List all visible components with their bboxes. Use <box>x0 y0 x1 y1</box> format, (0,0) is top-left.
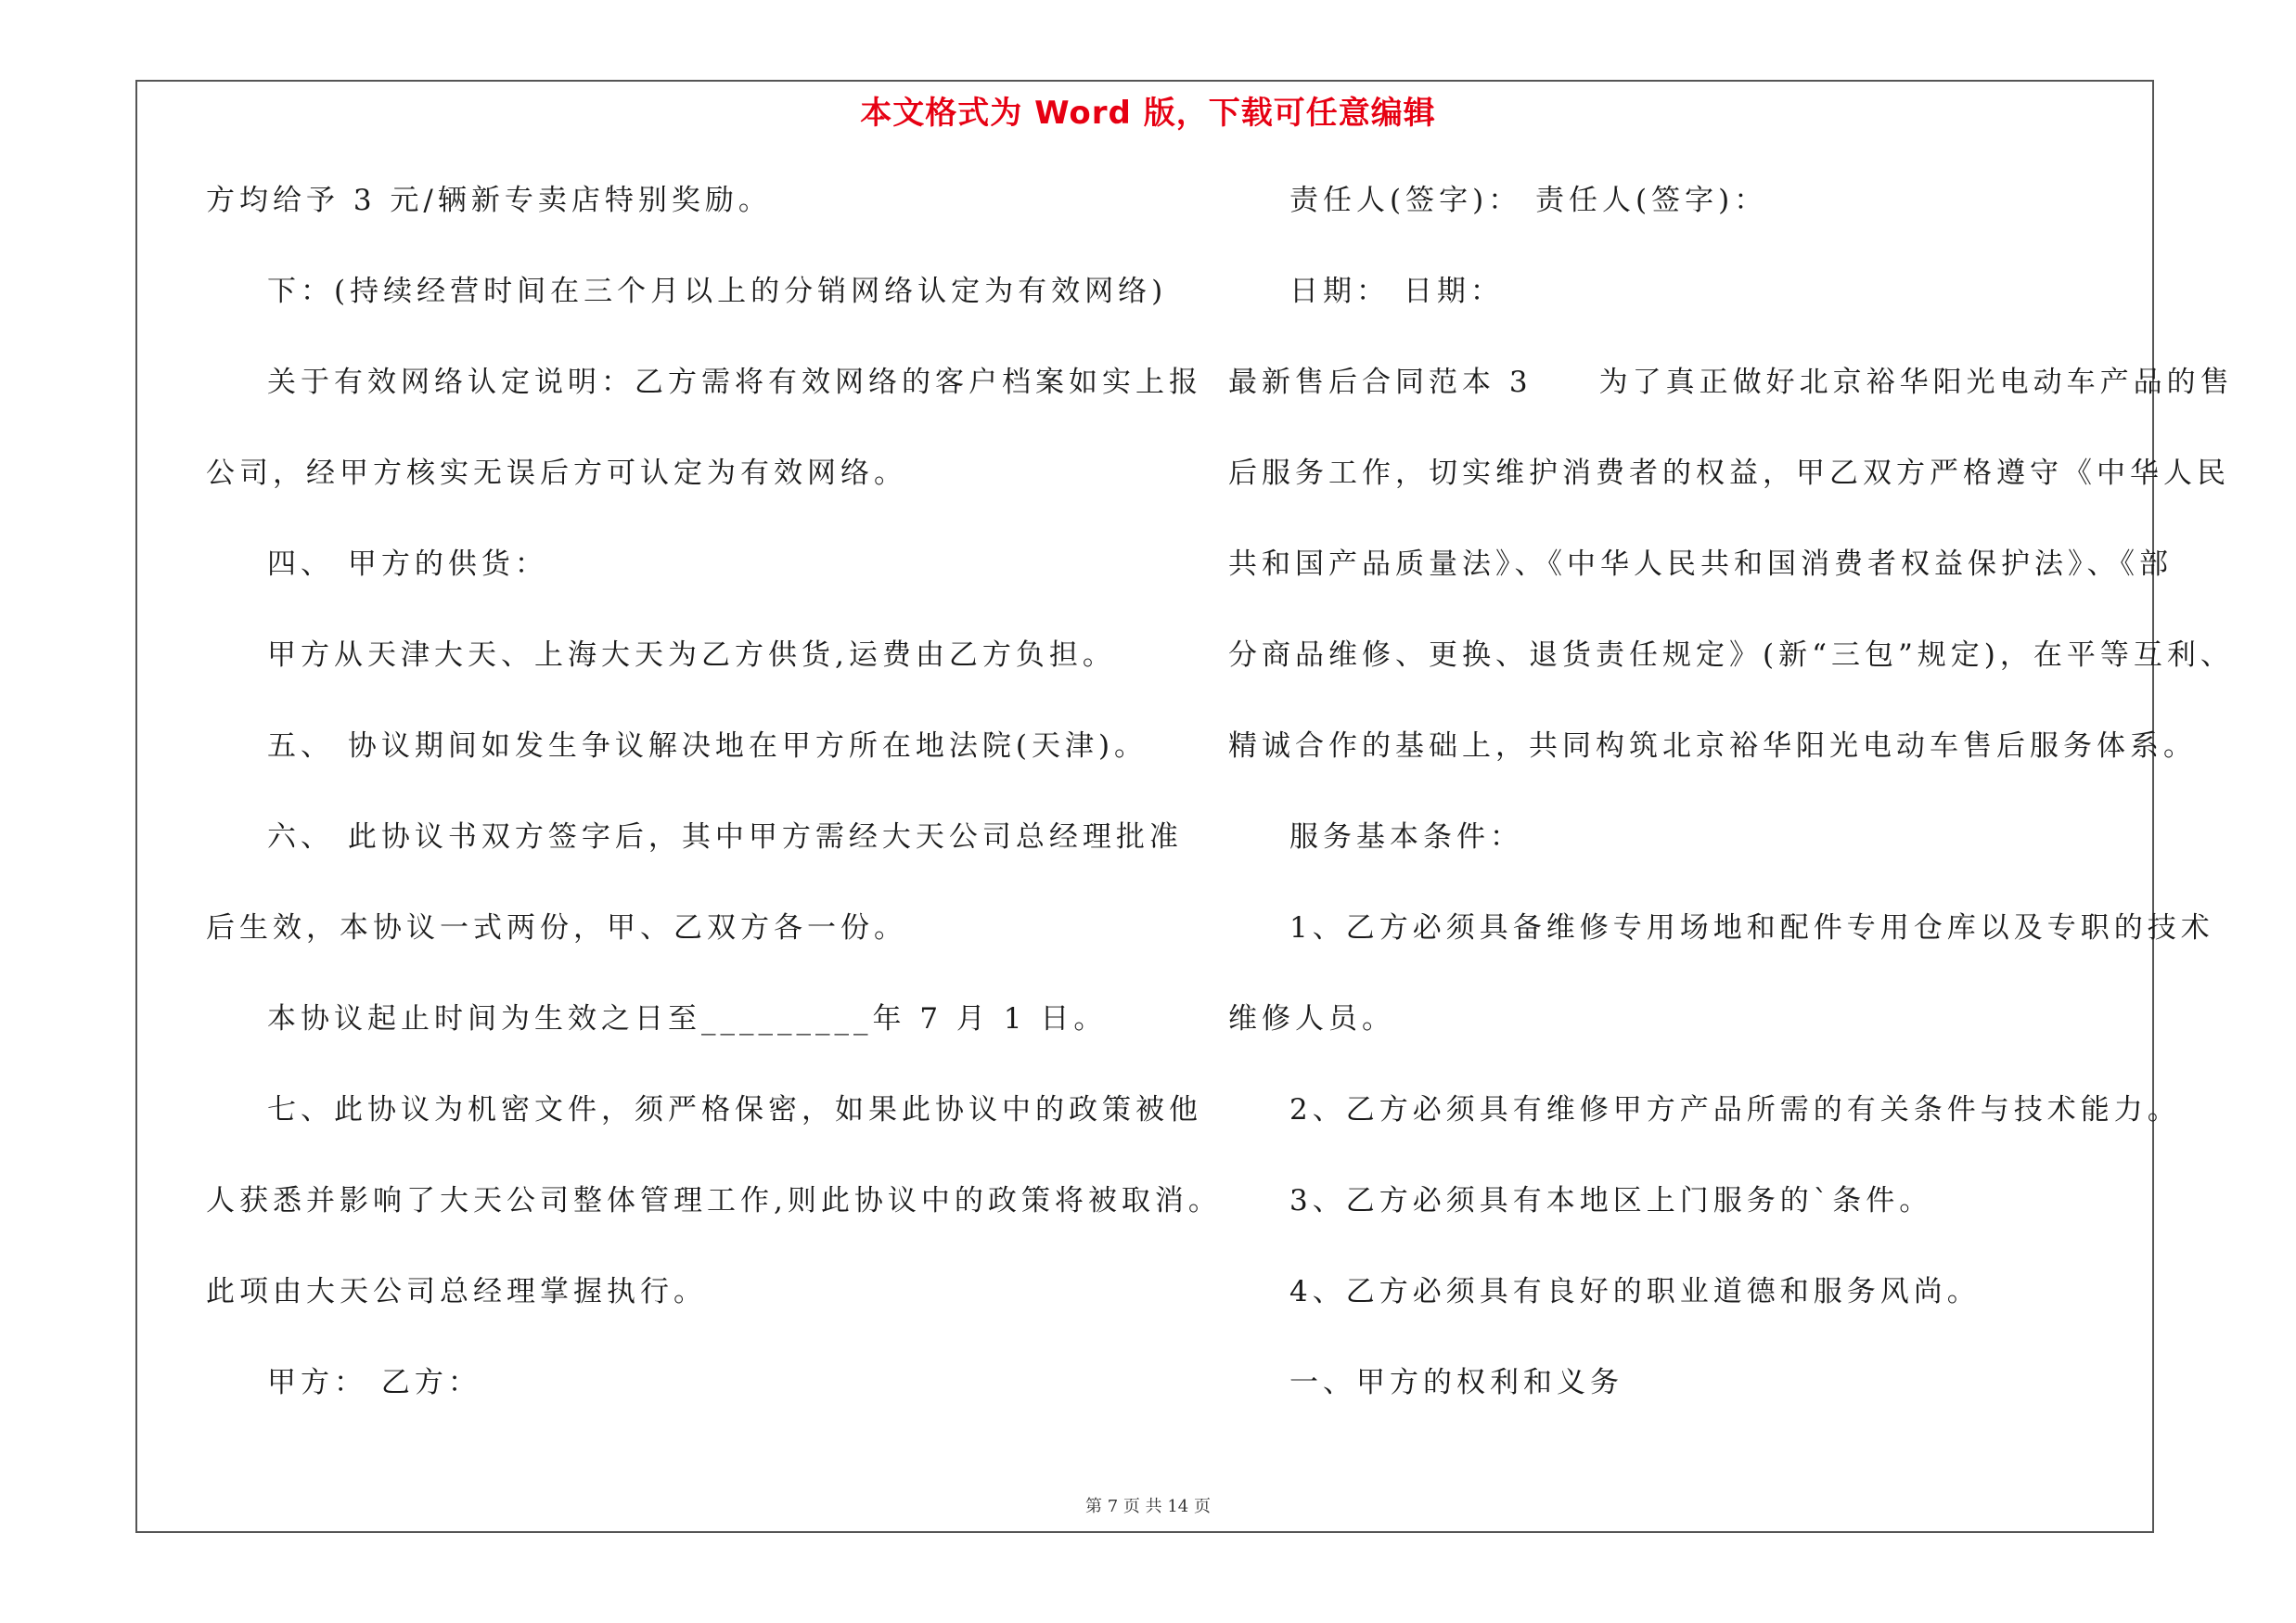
paragraph-line: 最新售后合同范本 3 为了真正做好北京裕华阳光电动车产品的售 <box>1228 366 2234 399</box>
paragraph-line: 下：(持续经营时间在三个月以上的分销网络认定为有效网络) <box>267 275 1168 308</box>
paragraph-line: 此项由大天公司总经理掌握执行。 <box>206 1275 707 1308</box>
format-banner: 本文格式为 Word 版，下载可任意编辑 <box>860 95 1436 132</box>
paragraph-line: 后服务工作，切实维护消费者的权益，甲乙双方严格遵守《中华人民 <box>1228 457 2230 490</box>
signature-line: 责任人(签字)： 责任人(签字)： <box>1289 184 1768 217</box>
date-line: 日期： 日期： <box>1289 275 1504 308</box>
paragraph-line: 共和国产品质量法》、《中华人民共和国消费者权益保护法》、《部 <box>1228 547 2173 581</box>
paragraph-line: 七、此协议为机密文件，须严格保密，如果此协议中的政策被他 <box>267 1093 1202 1127</box>
paragraph-line: 分商品维修、更换、退货责任规定》(新“三包”规定)，在平等互利、 <box>1228 638 2234 672</box>
paragraph-line: 2、乙方必须具有维修甲方产品所需的有关条件与技术能力。 <box>1289 1093 2181 1127</box>
section-heading: 四、 甲方的供货： <box>267 547 548 581</box>
paragraph-line: 公司，经甲方核实无误后方可认定为有效网络。 <box>206 457 907 490</box>
paragraph-line: 五、 协议期间如发生争议解决地在甲方所在地法院(天津)。 <box>267 729 1148 763</box>
paragraph-line: 精诚合作的基础上，共同构筑北京裕华阳光电动车售后服务体系。 <box>1228 729 2197 763</box>
paragraph-line: 4、乙方必须具有良好的职业道德和服务风尚。 <box>1289 1275 1981 1308</box>
paragraph-line: 3、乙方必须具有本地区上门服务的`条件。 <box>1289 1184 1933 1217</box>
page-number: 第 7 页 共 14 页 <box>1085 1497 1211 1516</box>
paragraph-line: 1、乙方必须具备维修专用场地和配件专用仓库以及专职的技术 <box>1289 911 2214 945</box>
section-heading: 一、甲方的权利和义务 <box>1289 1366 1623 1399</box>
paragraph-line: 甲方从天津大天、上海大天为乙方供货,运费由乙方负担。 <box>267 638 1116 672</box>
signature-line: 甲方： 乙方： <box>267 1366 481 1399</box>
paragraph-line: 关于有效网络认定说明：乙方需将有效网络的客户档案如实上报 <box>267 366 1202 399</box>
section-heading: 服务基本条件： <box>1289 820 1523 854</box>
paragraph-line: 本协议起止时间为生效之日至_________年 7 月 1 日。 <box>267 1002 1108 1036</box>
paragraph-line: 维修人员。 <box>1228 1002 1395 1036</box>
paragraph-line: 方均给予 3 元/辆新专卖店特别奖励。 <box>206 184 772 217</box>
paragraph-line: 后生效，本协议一式两份，甲、乙双方各一份。 <box>206 911 907 945</box>
paragraph-line: 六、 此协议书双方签字后，其中甲方需经大天公司总经理批准 <box>267 820 1183 854</box>
paragraph-line: 人获悉并影响了大天公司整体管理工作,则此协议中的政策将被取消。 <box>206 1184 1222 1217</box>
